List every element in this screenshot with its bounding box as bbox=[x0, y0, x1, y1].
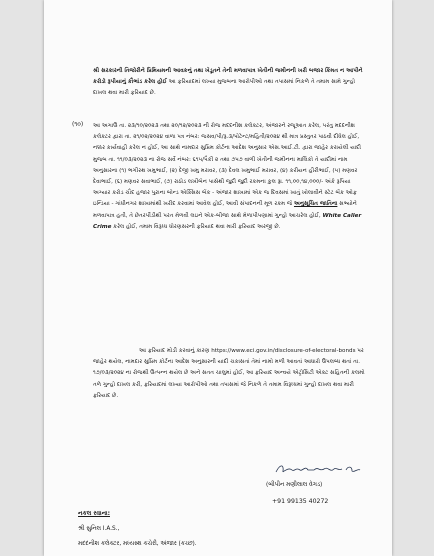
intro-text: આ ફરિયાદમાં લખ્યા મુજબના આરોપીઓ તથા તપાસમાં નિકળે તે તમામ સામે ગુન્હો દાખલ થવા મારી ફરિયાદ છે. bbox=[93, 79, 355, 97]
main-text-c: કરેલ હોઈ, તમામ વિરૂધ્ધ ધોરણસરની ફરિયાદ થવા મારી ફરિયાદ અરજી છે. bbox=[111, 223, 281, 230]
main-text-a: આ અગાઉ તા. ૨૩/૧૦/૨૦૨૩ તથા ૨૦/૧૨/૨૦૨૩ ની રોજ મદદનીશ કલેક્ટર, અંજારને રજૂઆત કરેલ, પરંતુ મદદનીશ કલેક્ટર દ્વારા તા. ૨૧/૦૨/૨૦૨૪ વાળા પત્ર નંબર: જસવ/પી/રૂ.૩/પોટેન્ટ/મહિતી/૨૦૨૪ થી માત્ર પ્રસ્તુતર પાઠવી દીધેલ હોઈ, નક્કર કાર્યવાહી કરેલ ન હોઈ, આ સાથે નામદાર સુપ્રિમ કોર્ટના આદેશ અનુસાર એસ.આઈ.ટી. દ્વારા જાહેર કરાયેલી યાદી મુજબ તા. ૧૧/૦૩/૨૦૨૩ ના રોજ સર્વે નંબર: ૬૧૫/પૈકી ૨ તથા ૭૫૭ વાળી ખેતીની જમીનના માલિકો તે યાદીમાં નામ અનુસારના (૧) ભગીરથ ખમુભાઈ, (૨) દેજી ખમુ મરાવર, (૩) દેવલ ખમુભાઈ મરાવર, (૪) કરીયન હીરીભાઈ, (૫) મણવર દેવાભાઈ, (૬) મણવર સવાભાઈ, (૭) રાઠોડ લખીબેન પાસેથી જુદી જુદી રકમના કુલ રૂા. ૧૧,૦૦,૧૪,૦૦૦/- અંકે રૂપિયા અગ્યાર કરોડ ચૌદ હજાર પુરાના બોન્ડ એક્સિસ બેંક - અંજાર શાખામાં એક જ દિવસમાં ખાતું ખોલાવીને સ્ટેટ બેંક ઓફ ઇન્ડિયા - ગાંધીનગર શાખામાંથી ખરીદ કરવામાં આવેલ હોઈ, આવી સંપાદનની મૂળ રકમ જે bbox=[93, 123, 361, 208]
underlined-phrase: અનુસૂચિત જાતિના bbox=[293, 201, 338, 208]
delay-reason-paragraph bbox=[93, 346, 368, 402]
signatory-name: (બીપીન મણીલાલ વેગડ) bbox=[266, 482, 323, 488]
main-paragraph bbox=[93, 121, 368, 233]
copy-to-heading: નકલ રવાના: bbox=[78, 510, 110, 517]
copy-recipient-office: મદદનીશ કલેક્ટર, મધ્યસ્થ કચેરી, અંજાર (કચ્છ). bbox=[78, 541, 197, 547]
copy-recipient-name: શ્રી સુનિલ I.A.S., bbox=[78, 526, 120, 532]
intro-paragraph bbox=[93, 66, 368, 100]
main-text-b: સભ્યોને મળવાપાત્ર હતી, તે છેતરપીંડીથી પરત મેળવી લઇને એક-બીજા સાથે મેળાપીપણામાં ગુન્હો આચરેલ હોઈ, bbox=[93, 201, 357, 219]
bold-italic-phrase: White Caller Crime bbox=[93, 212, 362, 230]
signatory-phone: +91 99135 40272 bbox=[272, 498, 329, 505]
intro-bold-text: શ્રી સરકારની તિજોરીને પ્રિમિયમની આવકનું તથા ખેડૂતને તેની મળવાપાત્ર ખેતીની જમીનની ખરી બજાર કિંમત ન આપીને કરોડો રૂપીયાનું કૌભાંડ કરેલ હોઈ bbox=[93, 68, 363, 86]
handwritten-signature bbox=[274, 462, 364, 476]
delay-reason-text: આ ફરિયાદ મોડી કરવાનું કારણ https://www.eci.gov.in/disclosure-of-electoral-bonds પર જાહેર થયેલ, નામદાર સુપ્રિમ કોર્ટના આદેશ અનુસારની યાદી ચકાસતાં તેમાં નામો મળી આવતાં આધારો ઉપલબ્ધ થતાં તા. ૧૭/૦૩/૨૦૨૪ ના રોજથી ઉત્પન્ન થયેલ છે અને સતત ચાલુમાં હોઈ, આ ફરિયાદ અન્વયે એટ્રોસિટી એક્ટ સહિતની કલમો તળે ગુન્હો દાખલ કરી, ફરિયાદમાં લખ્યા આરોપીઓ તથા તપાસમાં જે નિકળે તે તમામ વિરૂધ્ધમાં ગુન્હો દાખલ થવા મારી ફરિયાદ છે. bbox=[93, 348, 365, 399]
paragraph-number: (૧૦) bbox=[72, 121, 84, 128]
